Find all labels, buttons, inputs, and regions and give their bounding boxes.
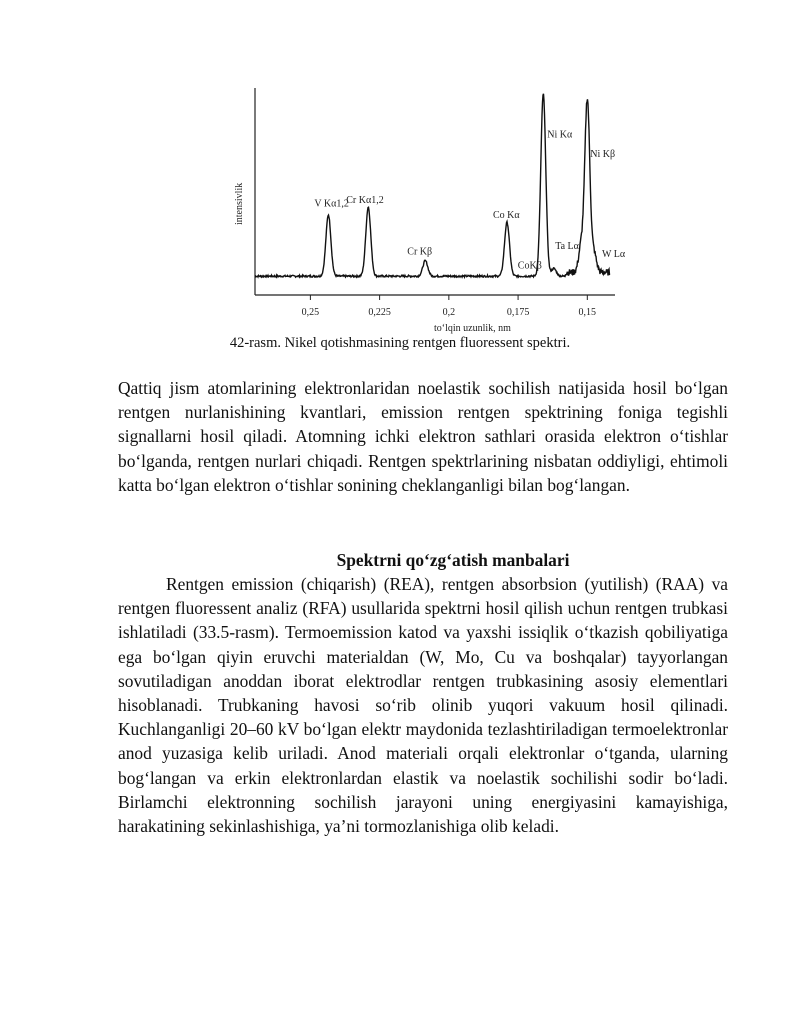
peak-label: Ta Lα (555, 241, 579, 253)
spectrum-chart (220, 80, 640, 340)
peak-label: Ni Kβ (590, 149, 616, 161)
section-heading: Spektrni qo‘zg‘atish manbalari (336, 550, 570, 570)
figure-caption: 42-rasm. Nikel qotishmasining rentgen fluoressent spektri. (229, 335, 571, 351)
peak-label: Ni Kα (547, 129, 573, 141)
x-tick-label: 0,225 (368, 307, 391, 318)
paragraph-2: Rentgen emission (chiqarish) (REA), rentgen absorbsion (yutilish) (RAA) va rentgen fluoressent analiz (RFA) usullarida spektrni hosil qilish uchun rentgen trubkasi ishlatiladi (33.5-rasm). Termoemission katod va yaxshi issiqlik o‘tkazish qobiliyatiga ega bo‘lgan qiyin eruvchi materialdan (W, Mo, Cu va boshqalar) tayyorlangan sovutiladigan anoddan iborat elektrodlar rentgen trubkasining asosiy elementlari hisoblanadi. Trubkaning havosi so‘rib olinib yuqori vakuum hosil qilinadi. Kuchlanganligi 20–60 kV bo‘lgan elektr maydonida tezlashtiriladigan termoelektronlar anod yuzasiga kelib uriladi. Anod materiali orqali elektronlar o‘tganda, ularning bog‘langan va erkin elektronlardan elastik va noelastik sochilishi sodir bo‘ladi. Birlamchi elektronning sochilish jarayoni uning energiyasini kamayishiga, harakatining sekinlashishiga, ya’ni tormozlanishiga olib keladi. (118, 574, 728, 837)
x-axis-label: to‘lqin uzunlik, nm (434, 323, 511, 334)
peak-label: Co Kα (493, 210, 520, 222)
peak-label: V Kα1,2 (314, 198, 349, 210)
peak-label: Cr Kα1,2 (346, 194, 384, 206)
peak-label: W Lα (601, 248, 626, 260)
x-tick-label: 0,175 (506, 307, 530, 318)
x-tick-label: 0,2 (442, 307, 456, 318)
peak-label: CoKβ (517, 260, 542, 272)
x-tick-label: 0,25 (301, 307, 320, 318)
peak-label: Cr Kβ (407, 246, 433, 258)
x-tick-label: 0,15 (578, 307, 597, 318)
paragraph-1: Qattiq jism atomlarining elektronlaridan noelastik sochilish natijasida hosil bo‘lgan rentgen nurlanishining kvantlari, emission rentgen spektrining foniga tegishli signallarni hosil qiladi. Atomning ichki elektron sathlari orasida elektron o‘tishlar bo‘lganda, rentgen nurlari chiqadi. Rentgen spektrlarining nisbatan oddiyligi, ehtimoli katta bo‘lgan elektron o‘tishlar sonining cheklanganligi bilan bog‘langan. (118, 378, 728, 495)
spectrum-figure (220, 80, 640, 340)
y-axis-label: intensivlik (234, 182, 245, 225)
